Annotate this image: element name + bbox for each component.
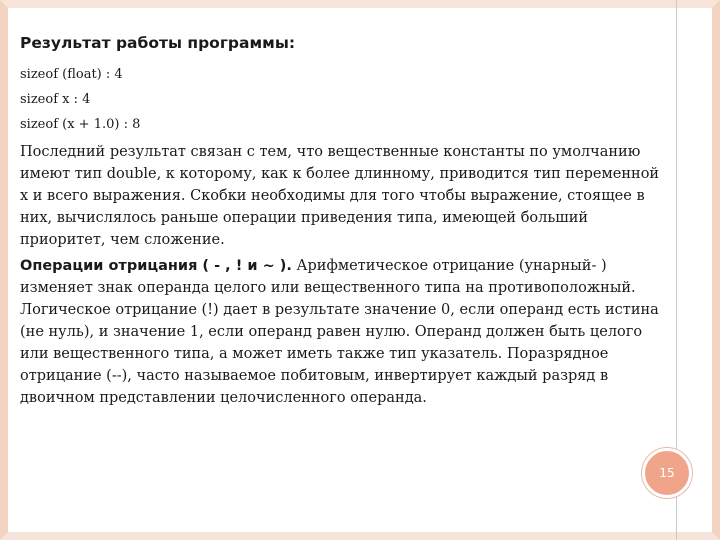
explanation-paragraph: Последний результат связан с тем, что вещественные константы по умолчанию имеют тип double, к которому, как к более длинному, приводится тип переменной x и всего выражения. Скобки необходимы для того чтобы выражение, стоящее в них, вычислялось раньше операции приведения типа, имеющей больший приоритет, чем сложение. xyxy=(20,144,660,248)
page-number-badge: 15 xyxy=(642,448,692,498)
output-line-3: sizeof (x + 1.0) : 8 xyxy=(20,117,141,132)
output-line-1: sizeof (float) : 4 xyxy=(20,67,123,82)
slide-content xyxy=(20,34,670,409)
negation-body: Арифметическое отрицание (унарный- ) изменяет знак операнда целого или вещественного типа на противоположный. Логическое отрицание (!) дает в результате значение 0, если операнд есть истина (не нуль), и значение 1, если операнд равен нулю. Операнд должен быть целого или вещественного типа, а может иметь также тип указатель. Поразрядное отрицание (--), часто называемое побитовым, инвертирует каждый разряд в двоичном представлении целочисленного операнда. xyxy=(20,258,659,406)
slide-heading: Результат работы программы: xyxy=(20,34,296,52)
output-line-2: sizeof x : 4 xyxy=(20,92,91,107)
negation-lead: Операции отрицания ( - , ! и ~ ). xyxy=(20,258,292,274)
negation-paragraph xyxy=(20,255,670,409)
